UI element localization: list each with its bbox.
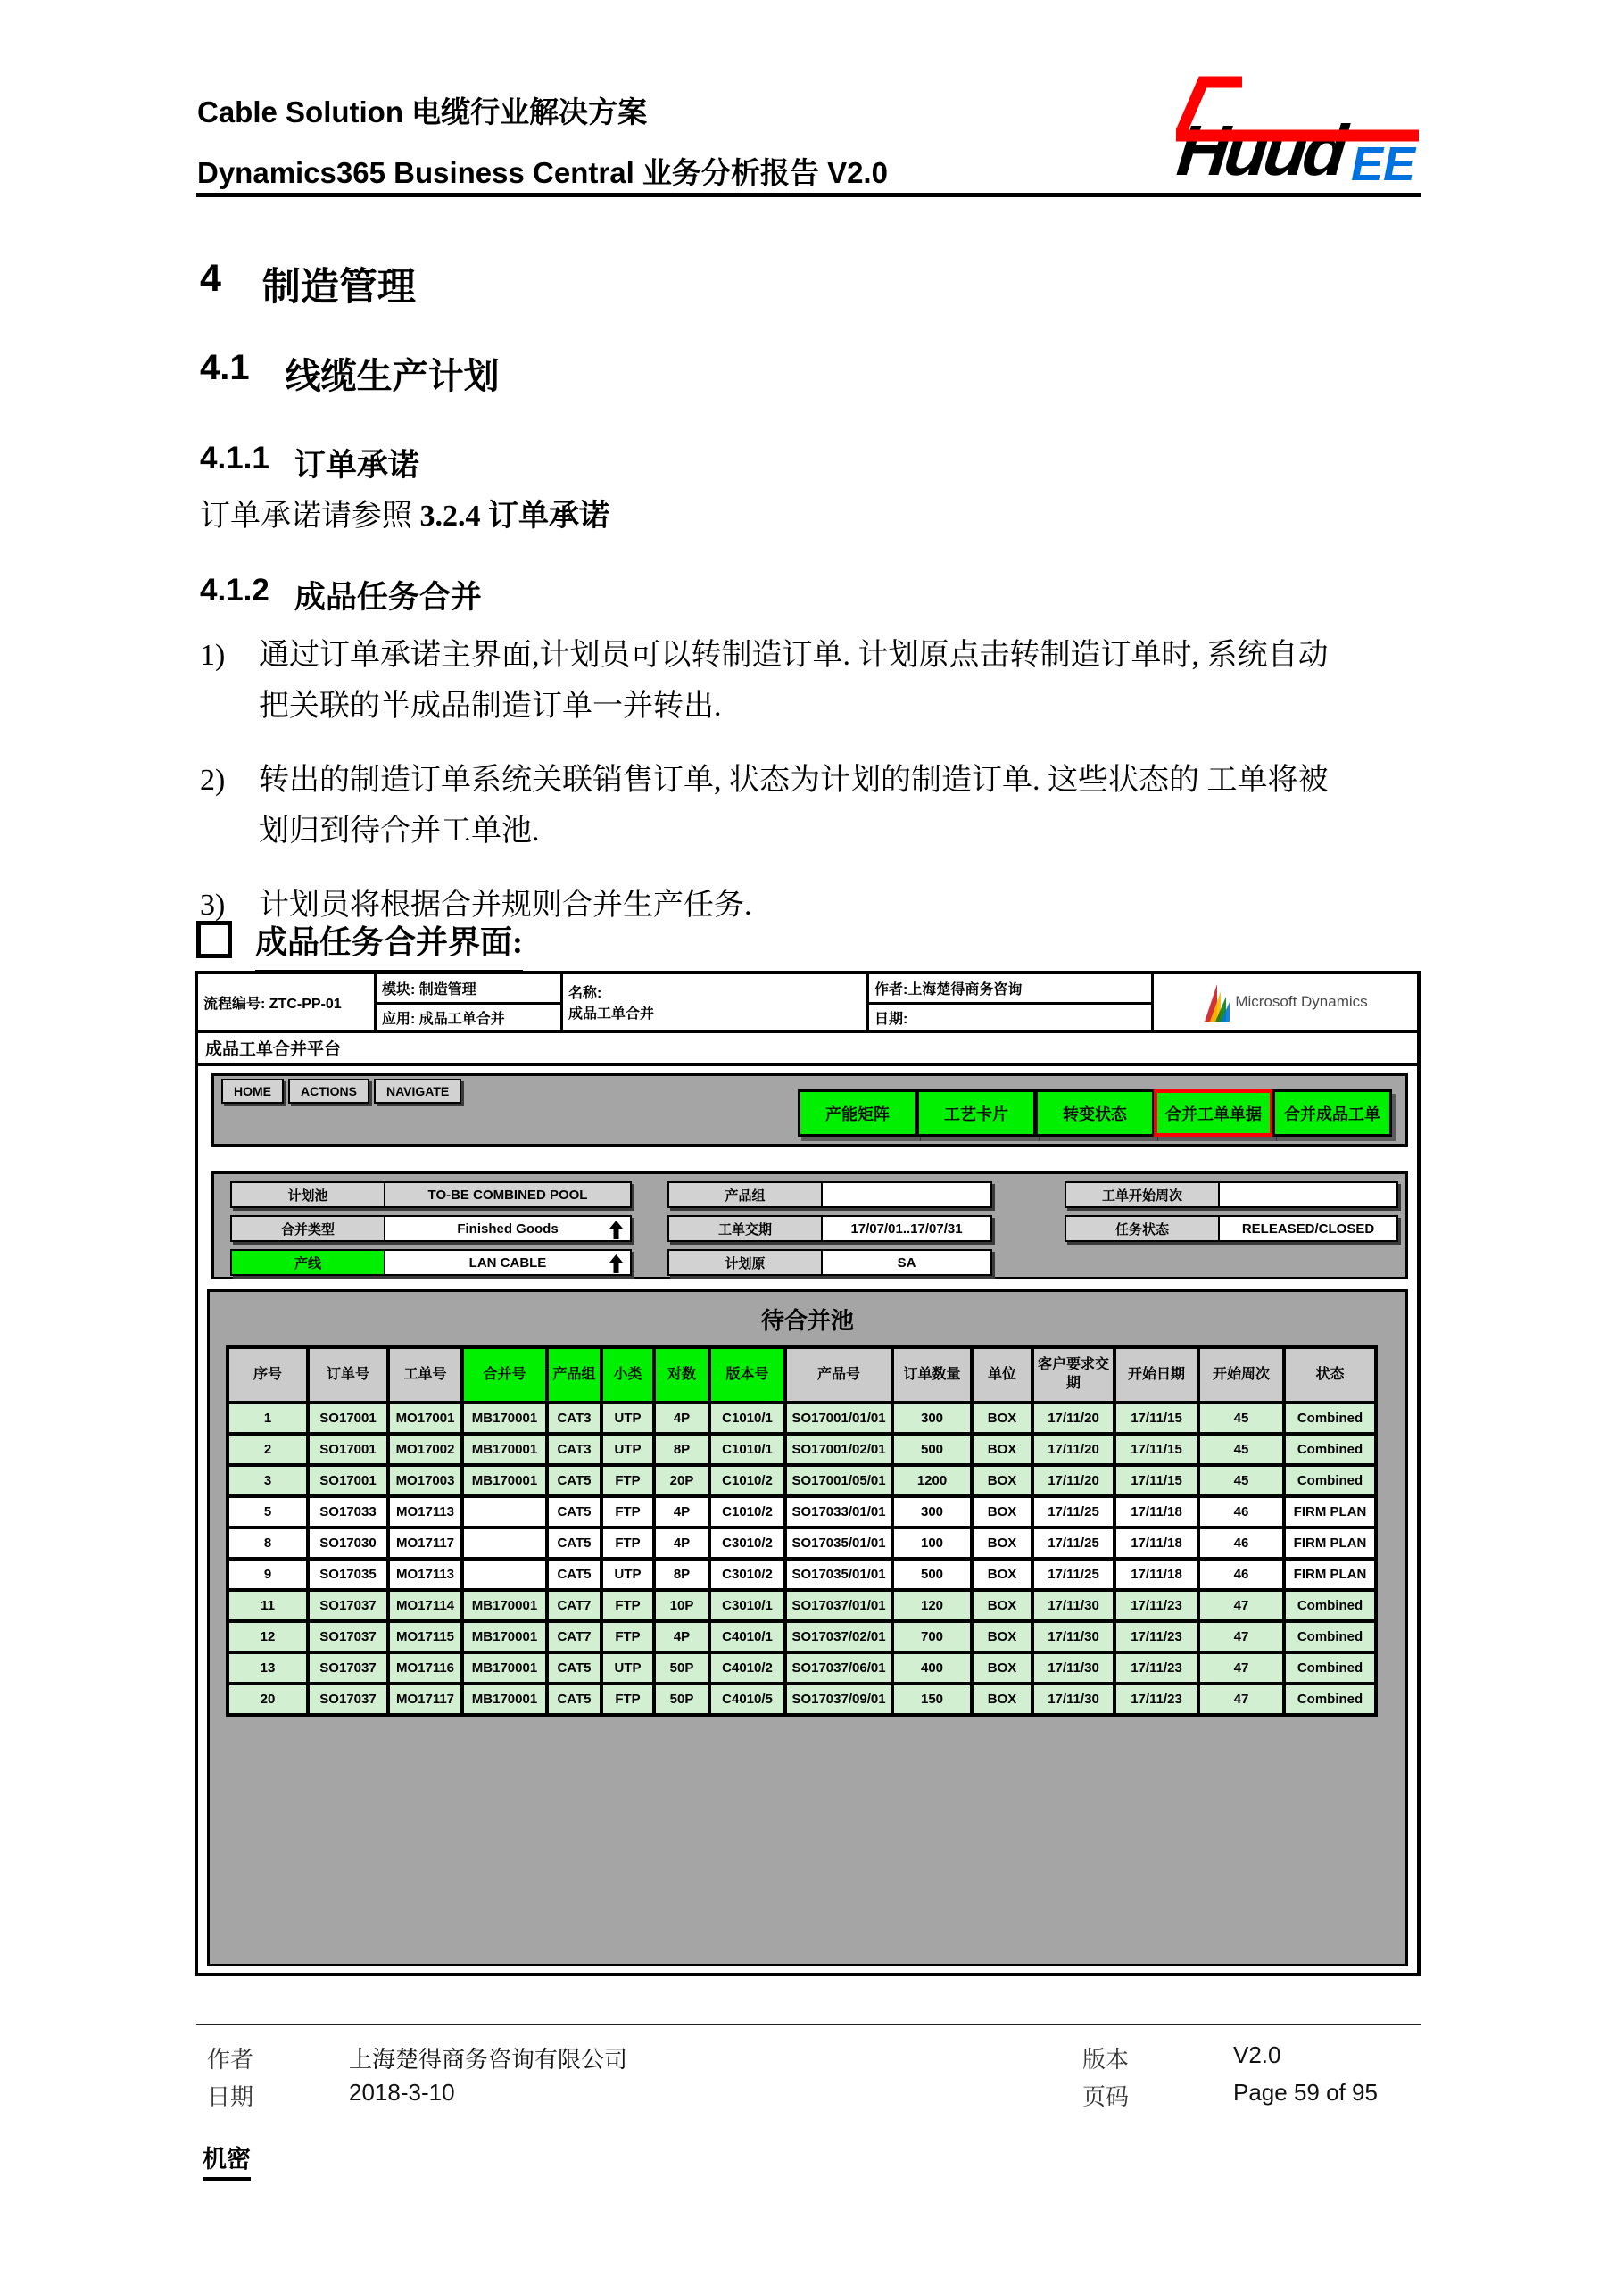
pool-cell: BOX: [972, 1652, 1032, 1684]
pool-cell: SO17033: [308, 1496, 388, 1527]
pool-cell: CAT5: [547, 1465, 601, 1496]
pool-cell: 150: [892, 1684, 972, 1715]
platform-title: 成品工单合并平台: [198, 1033, 1417, 1066]
ms-dynamics-label: Microsoft Dynamics: [1235, 993, 1368, 1010]
pool-cell: 17/11/23: [1114, 1590, 1198, 1621]
pool-cell: SO17037/09/01: [785, 1684, 892, 1715]
pool-table-body: [228, 1403, 1376, 1715]
list-item-text: 转出的制造订单系统关联销售订单, 状态为计划的制造订单. 这些状态的 工单将被划归到待合并工单池.: [259, 764, 1329, 848]
pool-cell: MO17003: [388, 1465, 462, 1496]
pool-cell: FTP: [601, 1621, 654, 1652]
pool-cell: MB170001: [462, 1652, 547, 1684]
pool-cell: SO17035/01/01: [785, 1527, 892, 1559]
pool-col-header[interactable]: 合并号: [462, 1347, 547, 1403]
pool-cell: BOX: [972, 1527, 1032, 1559]
filter-row: [1065, 1215, 1398, 1242]
list-item-number: 3): [200, 889, 226, 922]
pool-cell: BOX: [972, 1496, 1032, 1527]
pool-cell: BOX: [972, 1434, 1032, 1465]
action-button-转变状态[interactable]: 转变状态: [1035, 1089, 1155, 1137]
pool-row[interactable]: [228, 1559, 1376, 1590]
pool-cell: 17/11/15: [1114, 1403, 1198, 1434]
pool-col-header[interactable]: 版本号: [709, 1347, 785, 1403]
filter-label: 任务状态: [1065, 1215, 1220, 1242]
pool-cell: MO17116: [388, 1652, 462, 1684]
pool-cell: 17/11/20: [1032, 1465, 1114, 1496]
pool-cell: 45: [1198, 1465, 1284, 1496]
pool-cell: 300: [892, 1403, 972, 1434]
footer-date-label: 日期: [207, 2083, 254, 2110]
pool-cell: Combined: [1284, 1652, 1376, 1684]
pool-cell: C3010/2: [709, 1527, 785, 1559]
pool-cell: FIRM PLAN: [1284, 1527, 1376, 1559]
pool-cell: 4P: [654, 1403, 709, 1434]
pool-col-header[interactable]: 产品号: [785, 1347, 892, 1403]
filter-value[interactable]: SA: [823, 1249, 992, 1276]
pool-cell: BOX: [972, 1684, 1032, 1715]
pool-cell: 17/11/30: [1032, 1621, 1114, 1652]
pool-cell: 300: [892, 1496, 972, 1527]
pool-cell: C1010/1: [709, 1403, 785, 1434]
pool-cell: 500: [892, 1559, 972, 1590]
pool-cell: 45: [1198, 1434, 1284, 1465]
list-item-text: 通过订单承诺主界面,计划员可以转制造订单. 计划原点击转制造订单时, 系统自动把关联的半成品制造订单一并转出.: [259, 639, 1329, 723]
pool-cell: CAT7: [547, 1590, 601, 1621]
pool-cell: FTP: [601, 1590, 654, 1621]
pool-col-header[interactable]: 状态: [1284, 1347, 1376, 1403]
pool-title: 待合并池: [760, 1307, 854, 1334]
pool-cell: 17/11/20: [1032, 1434, 1114, 1465]
action-button-产能矩阵[interactable]: 产能矩阵: [798, 1089, 917, 1137]
pool-table: [226, 1345, 1378, 1717]
pool-cell: 50P: [654, 1684, 709, 1715]
heading-4-1-2-text: 成品任务合并: [294, 580, 482, 615]
pool-cell: C1010/2: [709, 1465, 785, 1496]
pool-cell: 47: [1198, 1652, 1284, 1684]
pool-cell: SO17001: [308, 1434, 388, 1465]
ref-bold: 3.2.4 订单承诺: [419, 500, 609, 533]
logo-ee-text: EE: [1351, 137, 1416, 187]
heading-4: [200, 257, 416, 311]
pool-cell: 4P: [654, 1527, 709, 1559]
meta-name: [560, 974, 866, 1030]
pool-cell: 17/11/18: [1114, 1559, 1198, 1590]
meta-name-value: 成品工单合并: [568, 1006, 655, 1022]
heading-4-1-text: 线缆生产计划: [285, 357, 500, 396]
toolbar-panel: [211, 1073, 1408, 1147]
footer-page-label: 页码: [1082, 2083, 1130, 2110]
pool-cell: 50P: [654, 1652, 709, 1684]
pool-cell: 8P: [654, 1434, 709, 1465]
pool-col-header[interactable]: 订单号: [308, 1347, 388, 1403]
heading-4-1-num: 4.1: [200, 348, 250, 387]
pool-cell: MO17115: [388, 1621, 462, 1652]
pool-cell: SO17037: [308, 1684, 388, 1715]
pool-cell: Combined: [1284, 1621, 1376, 1652]
pool-col-header[interactable]: 开始周次: [1198, 1347, 1284, 1403]
figure-caption-text: 成品任务合并界面:: [255, 917, 523, 973]
header-rule: [196, 193, 1421, 197]
pool-cell: 13: [228, 1652, 308, 1684]
pool-cell: SO17037/06/01: [785, 1652, 892, 1684]
confidential-mark: 机密: [203, 2140, 251, 2181]
filter-row: [230, 1181, 632, 1208]
pool-cell: 46: [1198, 1496, 1284, 1527]
meta-date: 日期:: [866, 1002, 1151, 1030]
pool-cell: FTP: [601, 1465, 654, 1496]
pool-cell: 4P: [654, 1621, 709, 1652]
pool-cell: SO17037: [308, 1621, 388, 1652]
pool-row[interactable]: [228, 1527, 1376, 1559]
pool-cell: MB170001: [462, 1621, 547, 1652]
meta-module: 模块: 制造管理: [374, 974, 560, 1002]
pool-cell: 5: [228, 1496, 308, 1527]
filter-row: [1065, 1181, 1398, 1208]
company-logo-graphic: [1176, 64, 1422, 187]
pool-cell: 17/11/23: [1114, 1621, 1198, 1652]
filter-value[interactable]: [1220, 1181, 1398, 1208]
company-logo: [1176, 64, 1422, 187]
pool-header-row: [228, 1347, 1376, 1403]
pool-cell: SO17001/02/01: [785, 1434, 892, 1465]
pool-cell: CAT3: [547, 1403, 601, 1434]
footer-rule: [196, 2024, 1421, 2025]
filter-value[interactable]: LAN CABLE: [385, 1249, 632, 1276]
pool-cell: SO17030: [308, 1527, 388, 1559]
menu-bar: [221, 1079, 461, 1104]
filter-row: [230, 1249, 632, 1276]
pool-cell: CAT5: [547, 1559, 601, 1590]
action-button-工艺卡片[interactable]: 工艺卡片: [916, 1089, 1036, 1137]
meta-logo-cell: [1151, 974, 1417, 1030]
meta-author: 作者:上海楚得商务咨询: [866, 974, 1151, 1002]
pool-cell: 17/11/18: [1114, 1496, 1198, 1527]
filter-row: [667, 1215, 992, 1242]
pool-cell: SO17001/01/01: [785, 1403, 892, 1434]
pool-cell: SO17037/01/01: [785, 1590, 892, 1621]
pool-cell: [462, 1496, 547, 1527]
filter-label: 计划原: [667, 1249, 823, 1276]
heading-4-1-2: [200, 573, 482, 617]
pool-cell: [462, 1527, 547, 1559]
pool-cell: 47: [1198, 1684, 1284, 1715]
pool-cell: FTP: [601, 1527, 654, 1559]
pool-cell: MB170001: [462, 1403, 547, 1434]
pool-cell: FTP: [601, 1684, 654, 1715]
pool-col-header[interactable]: 单位: [972, 1347, 1032, 1403]
pool-cell: 47: [1198, 1621, 1284, 1652]
pool-cell: C1010/2: [709, 1496, 785, 1527]
pool-cell: 20P: [654, 1465, 709, 1496]
pool-cell: 20: [228, 1684, 308, 1715]
pool-cell: 9: [228, 1559, 308, 1590]
filter-group-3: [1065, 1181, 1398, 1242]
pool-cell: MO17002: [388, 1434, 462, 1465]
filter-label: 产品组: [667, 1181, 823, 1208]
pool-cell: 2: [228, 1434, 308, 1465]
pool-cell: SO17037: [308, 1652, 388, 1684]
list-item-number: 1): [200, 639, 226, 672]
footer-page-value: Page 59 of 95: [1233, 2079, 1378, 2106]
pool-cell: 8P: [654, 1559, 709, 1590]
pool-cell: BOX: [972, 1465, 1032, 1496]
pool-row[interactable]: [228, 1684, 1376, 1715]
filter-label: 合并类型: [230, 1215, 385, 1242]
pool-cell: MO17114: [388, 1590, 462, 1621]
filter-value[interactable]: TO-BE COMBINED POOL: [385, 1181, 632, 1208]
pool-cell: 47: [1198, 1590, 1284, 1621]
pool-cell: 11: [228, 1590, 308, 1621]
pool-cell: Combined: [1284, 1465, 1376, 1496]
figure-caption: [196, 917, 523, 973]
heading-4-1-1-text: 订单承诺: [294, 448, 419, 483]
footer-author-value: 上海楚得商务咨询有限公司: [349, 2046, 628, 2073]
pool-row[interactable]: [228, 1403, 1376, 1434]
up-arrow-icon[interactable]: [609, 1221, 623, 1243]
menu-navigate-button[interactable]: NAVIGATE: [374, 1079, 461, 1104]
pool-cell: CAT3: [547, 1434, 601, 1465]
menu-actions-button[interactable]: ACTIONS: [288, 1079, 369, 1104]
action-button-合并工单单据[interactable]: 合并工单单据: [1154, 1089, 1273, 1137]
pool-cell: SO17035/01/01: [785, 1559, 892, 1590]
pool-col-header[interactable]: 开始日期: [1114, 1347, 1198, 1403]
heading-4-text: 制造管理: [261, 266, 416, 309]
pool-cell: CAT7: [547, 1621, 601, 1652]
pool-cell: BOX: [972, 1559, 1032, 1590]
menu-home-button[interactable]: HOME: [221, 1079, 284, 1104]
pool-cell: MB170001: [462, 1684, 547, 1715]
pool-cell: BOX: [972, 1590, 1032, 1621]
pool-col-header[interactable]: 产品组: [547, 1347, 601, 1403]
pool-col-header[interactable]: 小类: [601, 1347, 654, 1403]
pool-cell: Combined: [1284, 1684, 1376, 1715]
pool-cell: 3: [228, 1465, 308, 1496]
pool-cell: SO17001: [308, 1403, 388, 1434]
filter-panel: [211, 1171, 1408, 1279]
list-item-text: 计划员将根据合并规则合并生产任务.: [259, 889, 752, 922]
pool-cell: FIRM PLAN: [1284, 1559, 1376, 1590]
footer-version-label: 版本: [1082, 2046, 1130, 2073]
pool-cell: 46: [1198, 1559, 1284, 1590]
list-item-1: [200, 630, 1369, 732]
checkbox-bullet-icon: [196, 921, 232, 958]
pool-cell: C1010/1: [709, 1434, 785, 1465]
pool-cell: C3010/2: [709, 1559, 785, 1590]
pool-cell: CAT5: [547, 1527, 601, 1559]
svg-text:Huud: Huud: [1176, 110, 1347, 187]
pool-cell: 17/11/30: [1032, 1684, 1114, 1715]
pool-row[interactable]: [228, 1434, 1376, 1465]
pool-cell: MO17113: [388, 1496, 462, 1527]
pool-cell: SO17037: [308, 1590, 388, 1621]
filter-row: [230, 1215, 632, 1242]
filter-label: 计划池: [230, 1181, 385, 1208]
pool-cell: MO17117: [388, 1527, 462, 1559]
pool-cell: Combined: [1284, 1434, 1376, 1465]
filter-label: 产线: [230, 1249, 385, 1276]
pool-cell: 1200: [892, 1465, 972, 1496]
pool-cell: FIRM PLAN: [1284, 1496, 1376, 1527]
numbered-list: [200, 630, 1369, 954]
footer-version-value: V2.0: [1233, 2041, 1281, 2068]
pool-cell: C4010/5: [709, 1684, 785, 1715]
doc-title-line1: Cable Solution 电缆行业解决方案: [197, 95, 648, 128]
pool-cell: 17/11/25: [1032, 1559, 1114, 1590]
footer-date-value: 2018-3-10: [349, 2079, 455, 2106]
pool-cell: 17/11/18: [1114, 1527, 1198, 1559]
filter-label: 工单开始周次: [1065, 1181, 1220, 1208]
pool-cell: 17/11/30: [1032, 1590, 1114, 1621]
pool-cell: UTP: [601, 1559, 654, 1590]
pool-cell: 17/11/15: [1114, 1465, 1198, 1496]
pool-row[interactable]: [228, 1465, 1376, 1496]
pool-cell: 17/11/23: [1114, 1652, 1198, 1684]
pool-row[interactable]: [228, 1621, 1376, 1652]
pool-cell: Combined: [1284, 1403, 1376, 1434]
pool-cell: 700: [892, 1621, 972, 1652]
list-item-number: 2): [200, 764, 226, 797]
pool-cell: 8: [228, 1527, 308, 1559]
pool-cell: MB170001: [462, 1434, 547, 1465]
pool-row[interactable]: [228, 1496, 1376, 1527]
pool-cell: 46: [1198, 1527, 1284, 1559]
pool-cell: SO17001: [308, 1465, 388, 1496]
pool-cell: 17/11/25: [1032, 1527, 1114, 1559]
pool-cell: SO17037/02/01: [785, 1621, 892, 1652]
heading-4-1-1: [200, 441, 419, 485]
pool-cell: 17/11/30: [1032, 1652, 1114, 1684]
action-bar: [799, 1089, 1392, 1137]
pool-panel: [207, 1289, 1408, 1966]
pool-cell: MO17001: [388, 1403, 462, 1434]
pool-cell: [462, 1559, 547, 1590]
meta-name-label: 名称:: [568, 986, 602, 1001]
heading-4-1-1-num: 4.1.1: [200, 441, 269, 476]
up-arrow-icon[interactable]: [609, 1254, 623, 1277]
meta-flow-no: 流程编号: ZTC-PP-01: [203, 996, 342, 1012]
microsoft-dynamics-logo: [1203, 982, 1367, 1022]
pool-cell: MB170001: [462, 1590, 547, 1621]
pool-row[interactable]: [228, 1590, 1376, 1621]
heading-4-1: [200, 348, 500, 399]
ref-plain: 订单承诺请参照: [200, 500, 420, 533]
pool-cell: SO17033/01/01: [785, 1496, 892, 1527]
pool-cell: MO17113: [388, 1559, 462, 1590]
pool-cell: 400: [892, 1652, 972, 1684]
doc-title-line2: Dynamics365 Business Central 业务分析报告 V2.0: [197, 156, 888, 189]
pool-cell: 17/11/23: [1114, 1684, 1198, 1715]
filter-value[interactable]: 17/07/01..17/07/31: [823, 1215, 992, 1242]
filter-group-1: [230, 1181, 632, 1276]
pool-cell: 17/11/25: [1032, 1496, 1114, 1527]
filter-group-2: [667, 1181, 992, 1276]
pool-cell: 17/11/15: [1114, 1434, 1198, 1465]
heading-4-num: 4: [200, 257, 221, 300]
pool-cell: BOX: [972, 1403, 1032, 1434]
pool-cell: 500: [892, 1434, 972, 1465]
pool-cell: 12: [228, 1621, 308, 1652]
pool-cell: MO17117: [388, 1684, 462, 1715]
pool-cell: Combined: [1284, 1590, 1376, 1621]
pool-cell: C3010/1: [709, 1590, 785, 1621]
pool-cell: 17/11/20: [1032, 1403, 1114, 1434]
ui-mock: [195, 971, 1421, 1976]
pool-cell: SO17035: [308, 1559, 388, 1590]
pool-cell: MB170001: [462, 1465, 547, 1496]
pool-cell: 100: [892, 1527, 972, 1559]
pool-cell: UTP: [601, 1652, 654, 1684]
pool-cell: 10P: [654, 1590, 709, 1621]
pool-cell: UTP: [601, 1434, 654, 1465]
pool-cell: CAT5: [547, 1496, 601, 1527]
pool-cell: 120: [892, 1590, 972, 1621]
pool-col-header[interactable]: 订单数量: [892, 1347, 972, 1403]
pool-cell: UTP: [601, 1403, 654, 1434]
pool-cell: 1: [228, 1403, 308, 1434]
list-item-2: [200, 755, 1369, 857]
pool-cell: C4010/1: [709, 1621, 785, 1652]
filter-value[interactable]: Finished Goods: [385, 1215, 632, 1242]
action-button-合并成品工单[interactable]: 合并成品工单: [1272, 1089, 1392, 1137]
pool-cell: 4P: [654, 1496, 709, 1527]
pool-cell: C4010/2: [709, 1652, 785, 1684]
filter-value[interactable]: [823, 1181, 992, 1208]
filter-row: [667, 1181, 992, 1208]
meta-app: 应用: 成品工单合并: [374, 1002, 560, 1030]
pool-cell: 45: [1198, 1403, 1284, 1434]
footer-author-label: 作者: [207, 2046, 254, 2073]
pool-col-header[interactable]: 对数: [654, 1347, 709, 1403]
pool-col-header[interactable]: 客户要求交期: [1032, 1347, 1114, 1403]
pool-cell: FTP: [601, 1496, 654, 1527]
pool-cell: CAT5: [547, 1684, 601, 1715]
pool-col-header[interactable]: 序号: [228, 1347, 308, 1403]
mock-meta-header: [198, 974, 1417, 1033]
heading-4-1-2-num: 4.1.2: [200, 573, 269, 608]
filter-row: [667, 1249, 992, 1276]
pool-col-header[interactable]: 工单号: [388, 1347, 462, 1403]
pool-cell: CAT5: [547, 1652, 601, 1684]
pool-cell: SO17001/05/01: [785, 1465, 892, 1496]
filter-label: 工单交期: [667, 1215, 823, 1242]
filter-value[interactable]: RELEASED/CLOSED: [1220, 1215, 1398, 1242]
pool-cell: BOX: [972, 1621, 1032, 1652]
ref-paragraph: [200, 491, 609, 534]
pool-row[interactable]: [228, 1652, 1376, 1684]
ms-dynamics-icon: [1203, 982, 1230, 1022]
